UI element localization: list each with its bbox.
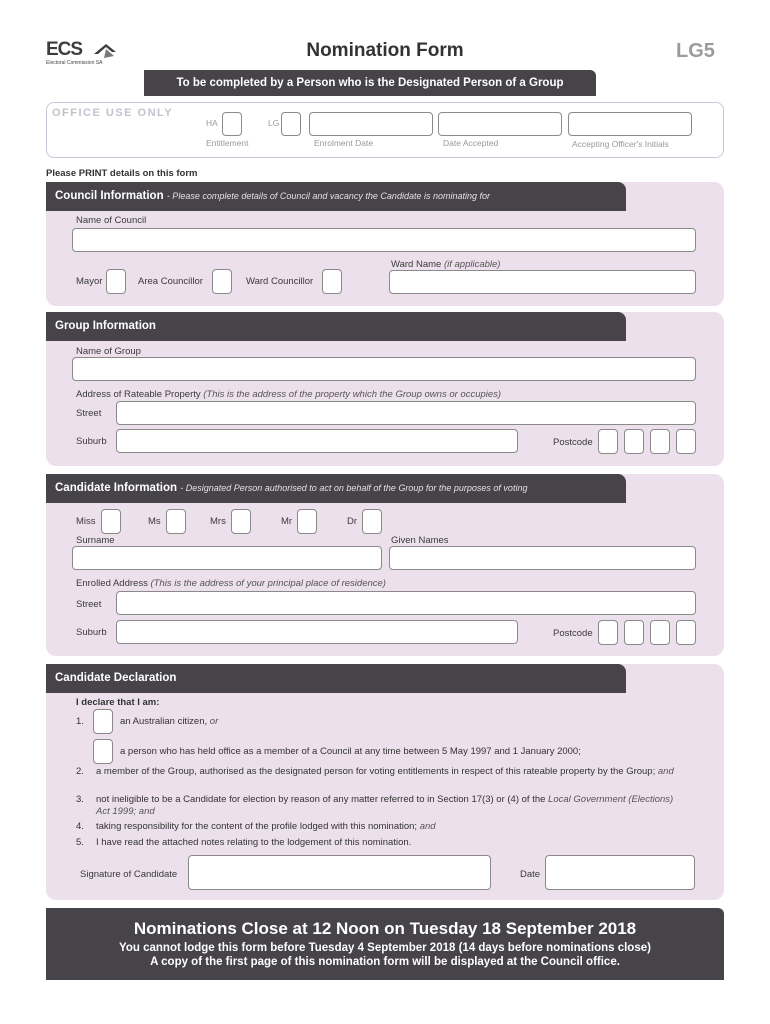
title-dr-checkbox[interactable] xyxy=(362,509,382,534)
item-3-main: not ineligible to be a Candidate for election by reason of any matter referred to in Section 17(3) or (4) of the xyxy=(96,794,546,805)
candidate-postcode-digit-3[interactable] xyxy=(650,620,670,645)
item-3-and: and xyxy=(138,806,155,817)
officer-initials-field[interactable] xyxy=(568,112,692,136)
display-note: A copy of the first page of this nomination form will be displayed at the Council office. xyxy=(150,956,620,968)
ward-councillor-label: Ward Councillor xyxy=(246,276,314,287)
enrolled-address-label xyxy=(76,578,386,589)
title-ms-checkbox[interactable] xyxy=(166,509,186,534)
former-member-checkbox[interactable] xyxy=(93,739,113,764)
given-names-label: Given Names xyxy=(391,535,449,546)
candidate-suburb-label: Suburb xyxy=(76,627,107,638)
group-street-input[interactable] xyxy=(116,401,696,425)
candidate-postcode-digit-2[interactable] xyxy=(624,620,644,645)
council-heading-note: - Please complete details of Council and vacancy the Candidate is nominating for xyxy=(166,191,490,201)
group-postcode-digit-4[interactable] xyxy=(676,429,696,454)
item-2-number: 2. xyxy=(76,766,84,777)
ward-name-note: (if applicable) xyxy=(443,259,501,270)
group-suburb-input[interactable] xyxy=(116,429,518,453)
item-4-number: 4. xyxy=(76,821,84,832)
signature-label: Signature of Candidate xyxy=(80,869,178,880)
title-dr-label: Dr xyxy=(347,516,358,527)
candidate-postcode-digit-1[interactable] xyxy=(598,620,618,645)
title-mr-label: Mr xyxy=(281,516,293,527)
candidate-street-label: Street xyxy=(76,599,102,610)
nominations-close-banner xyxy=(46,908,724,980)
item-3-act: Local Government (Elections) Act 1999; xyxy=(96,794,674,817)
item-1a-text xyxy=(120,716,218,728)
group-name-input[interactable] xyxy=(72,357,696,381)
date-field[interactable] xyxy=(545,855,695,890)
title-mr-checkbox[interactable] xyxy=(297,509,317,534)
item-5-number: 5. xyxy=(76,837,84,848)
group-heading: Group Information xyxy=(46,312,626,341)
ha-field[interactable] xyxy=(222,112,242,136)
item-2-text xyxy=(96,766,686,778)
surname-input[interactable] xyxy=(72,546,382,570)
group-postcode-digit-1[interactable] xyxy=(598,429,618,454)
item-3-text xyxy=(96,794,686,818)
ward-name-label-text: Ward Name xyxy=(391,259,442,270)
candidate-heading xyxy=(46,474,626,503)
date-accepted-field[interactable] xyxy=(438,112,562,136)
group-name-label: Name of Group xyxy=(76,346,141,357)
logo: ECS xyxy=(46,39,83,60)
logo-subtitle: Electoral Commission SA xyxy=(46,60,103,66)
item-1a-main: an Australian citizen, xyxy=(120,716,208,727)
citizen-checkbox[interactable] xyxy=(93,709,113,734)
group-postcode-digit-3[interactable] xyxy=(650,429,670,454)
council-name-label: Name of Council xyxy=(76,215,147,226)
ha-label: HA xyxy=(206,118,218,128)
council-name-input[interactable] xyxy=(72,228,696,252)
group-postcode-label: Postcode xyxy=(553,437,593,448)
mayor-label: Mayor xyxy=(76,276,103,287)
group-address-note: (This is the address of the property which the Group owns or occupies) xyxy=(203,389,502,400)
title-mrs-label: Mrs xyxy=(210,516,226,527)
item-2-main: a member of the Group, authorised as the designated person for voting entitlements in respect of this rateable property by the Group; xyxy=(96,766,656,777)
entitlement-label: Entitlement xyxy=(206,138,249,148)
group-suburb-label: Suburb xyxy=(76,436,107,447)
item-4-and: and xyxy=(419,821,436,832)
item-1a-or: or xyxy=(209,716,219,727)
page-title: Nomination Form xyxy=(306,40,464,61)
item-1-number: 1. xyxy=(76,716,84,727)
item-5-text: I have read the attached notes relating to the lodgement of this nomination. xyxy=(96,837,412,848)
lg-field[interactable] xyxy=(281,112,301,136)
declaration-heading: Candidate Declaration xyxy=(46,664,626,693)
title-miss-checkbox[interactable] xyxy=(101,509,121,534)
group-address-label-text: Address of Rateable Property xyxy=(76,389,201,400)
item-1b-text: a person who has held office as a member of a Council at any time between 5 May 1997 and 1 January 2000; xyxy=(120,746,581,757)
lodge-date-note: You cannot lodge this form before Tuesday 4 September 2018 (14 days before nominations close) xyxy=(119,942,651,954)
group-postcode-digit-2[interactable] xyxy=(624,429,644,454)
candidate-street-input[interactable] xyxy=(116,591,696,615)
form-code: LG5 xyxy=(676,40,715,62)
signature-field[interactable] xyxy=(188,855,491,890)
item-4-text xyxy=(96,821,436,833)
ward-name-input[interactable] xyxy=(389,270,696,294)
enrolment-date-field[interactable] xyxy=(309,112,433,136)
candidate-heading-title: Candidate Information xyxy=(55,482,178,494)
candidate-postcode-label: Postcode xyxy=(553,628,593,639)
given-names-input[interactable] xyxy=(389,546,696,570)
office-use-title: OFFICE USE ONLY xyxy=(52,107,174,119)
date-accepted-label: Date Accepted xyxy=(443,138,499,148)
ward-councillor-checkbox[interactable] xyxy=(322,269,342,294)
group-street-label: Street xyxy=(76,408,102,419)
council-heading xyxy=(46,182,626,211)
lg-label: LG xyxy=(268,118,280,128)
council-heading-title: Council Information xyxy=(55,190,164,202)
nominations-close-headline: Nominations Close at 12 Noon on Tuesday 18 September 2018 xyxy=(133,919,637,938)
print-note: Please PRINT details on this form xyxy=(46,168,198,179)
item-3-number: 3. xyxy=(76,794,84,805)
candidate-postcode-digit-4[interactable] xyxy=(676,620,696,645)
item-2-and: and xyxy=(657,766,674,777)
title-ms-label: Ms xyxy=(148,516,161,527)
date-label: Date xyxy=(520,869,541,880)
officer-initials-label: Accepting Officer's Initials xyxy=(572,139,669,149)
candidate-heading-note: - Designated Person authorised to act on behalf of the Group for the purposes of voting xyxy=(180,483,528,493)
subtitle-banner: To be completed by a Person who is the Designated Person of a Group xyxy=(144,70,596,96)
title-mrs-checkbox[interactable] xyxy=(231,509,251,534)
area-councillor-checkbox[interactable] xyxy=(212,269,232,294)
title-miss-label: Miss xyxy=(76,516,96,527)
item-4-main: taking responsibility for the content of the profile lodged with this nomination; xyxy=(96,821,418,832)
mayor-checkbox[interactable] xyxy=(106,269,126,294)
area-councillor-label: Area Councillor xyxy=(138,276,203,287)
candidate-suburb-input[interactable] xyxy=(116,620,518,644)
enrolment-date-label: Enrolment Date xyxy=(314,138,374,148)
group-address-label xyxy=(76,389,501,400)
enrolled-address-label-text: Enrolled Address xyxy=(76,578,148,589)
enrolled-address-note: (This is the address of your principal place of residence) xyxy=(150,578,386,589)
declaration-intro: I declare that I am: xyxy=(76,697,160,708)
surname-label: Surname xyxy=(76,535,115,546)
ward-name-label xyxy=(391,259,500,270)
